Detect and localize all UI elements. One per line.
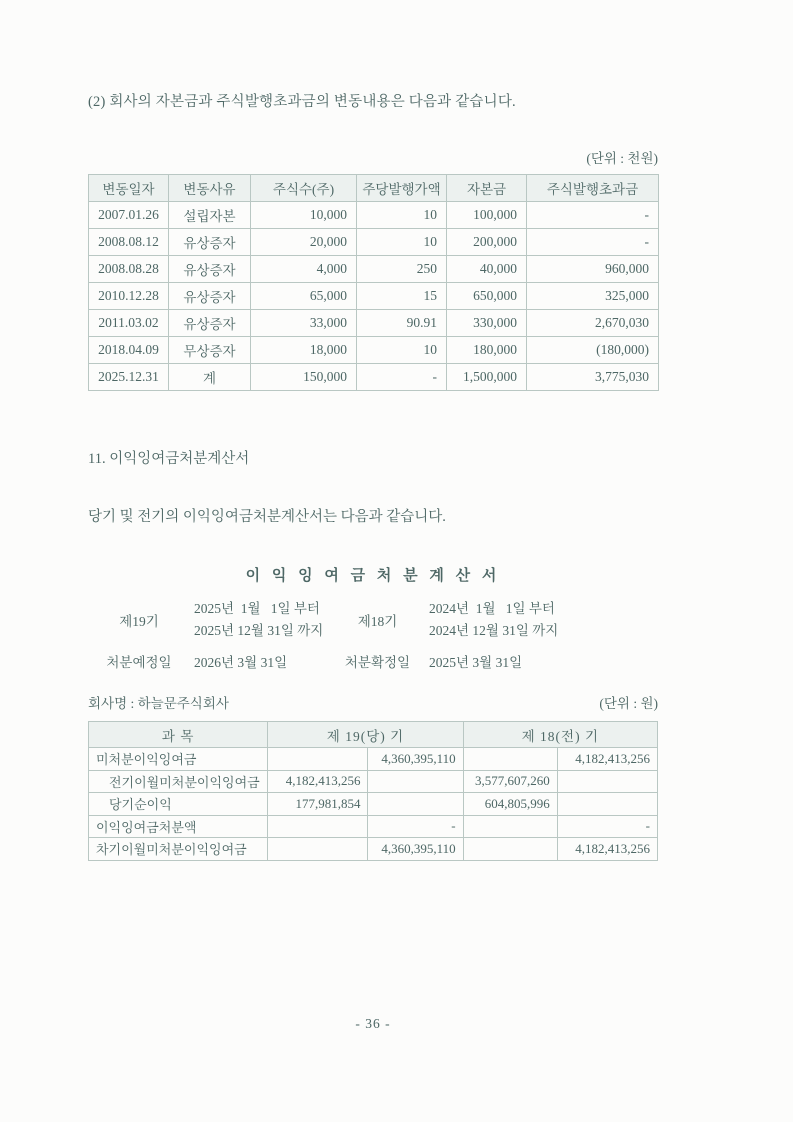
capital-table-row	[89, 256, 659, 283]
retained-table-row	[89, 838, 658, 861]
capital-table-row	[89, 229, 659, 256]
retained-table-row	[89, 815, 658, 838]
capital-cell-amount: 200,000	[447, 229, 527, 256]
table-header-row	[89, 175, 659, 202]
capital-table-row	[89, 364, 659, 391]
capital-changes-table	[88, 174, 659, 391]
capital-cell-amount: 18,000	[251, 337, 357, 364]
capital-cell-text: 2025.12.31	[89, 364, 169, 391]
capital-cell-amount: 10	[357, 202, 447, 229]
capital-cell-amount: 65,000	[251, 283, 357, 310]
prior-period-from: 2024년 1월 1일 부터	[429, 601, 555, 616]
statement-title: 이 익 잉 여 금 처 분 계 산 서	[245, 568, 501, 584]
amount-cell: 4,182,413,256	[557, 748, 657, 771]
capital-cell-text: 유상증자	[169, 283, 251, 310]
confirmed-date-value: 2025년 3월 31일	[429, 655, 523, 670]
company-unit-row	[88, 692, 658, 712]
amount-cell	[368, 770, 463, 793]
amount-cell: 177,981,854	[268, 793, 368, 816]
capital-cell-text: 무상증자	[169, 337, 251, 364]
capital-cell-amount: 1,500,000	[447, 364, 527, 391]
capital-cell-amount: 40,000	[447, 256, 527, 283]
amount-cell	[368, 793, 463, 816]
intro-line: (2) 회사의 자본금과 주식발행초과금의 변동내용은 다음과 같습니다.	[88, 94, 516, 110]
retained-table-row	[89, 793, 658, 816]
scheduled-date-value: 2026년 3월 31일	[194, 655, 288, 670]
col-header-issue-price: 주당발행가액	[357, 175, 447, 202]
confirmed-date-label: 처분확정일	[344, 655, 411, 670]
amount-cell: 4,182,413,256	[268, 770, 368, 793]
col-header-change-reason: 변동사유	[169, 175, 251, 202]
scheduled-date-label: 처분예정일	[106, 655, 172, 670]
retained-table-row	[89, 748, 658, 771]
page-number: - 36 -	[355, 1016, 391, 1031]
account-name-cell: 미처분이익잉여금	[89, 748, 268, 771]
prior-period-label: 제18기	[357, 614, 398, 629]
capital-cell-text: 유상증자	[169, 310, 251, 337]
capital-cell-amount: 20,000	[251, 229, 357, 256]
amount-cell: -	[557, 815, 657, 838]
capital-table-unit-label: (단위 : 천원)	[586, 151, 658, 166]
col-header-account: 과 목	[89, 722, 268, 748]
company-name-line: 회사명 : 하늘문주식회사	[88, 696, 229, 711]
capital-cell-amount: 3,775,030	[527, 364, 659, 391]
statement-period-block	[88, 598, 658, 671]
capital-cell-amount: 10	[357, 337, 447, 364]
capital-cell-amount: 250	[357, 256, 447, 283]
retained-table-row	[89, 770, 658, 793]
capital-cell-amount: 15	[357, 283, 447, 310]
page-content	[88, 0, 658, 861]
amount-cell	[463, 815, 557, 838]
amount-cell: 4,360,395,110	[368, 838, 463, 861]
prior-period-dates	[425, 598, 658, 642]
retained-table-body	[89, 748, 658, 861]
amount-cell: -	[368, 815, 463, 838]
capital-cell-amount: -	[527, 229, 659, 256]
capital-table-row	[89, 202, 659, 229]
amount-cell	[268, 838, 368, 861]
amount-cell	[268, 815, 368, 838]
retained-earnings-table	[88, 721, 658, 861]
capital-cell-text: 설립자본	[169, 202, 251, 229]
capital-cell-amount: -	[357, 364, 447, 391]
col-header-share-premium: 주식발행초과금	[527, 175, 659, 202]
capital-table-row	[89, 310, 659, 337]
capital-cell-amount: 650,000	[447, 283, 527, 310]
capital-cell-text: 2008.08.28	[89, 256, 169, 283]
account-name-cell: 이익잉여금처분액	[89, 815, 268, 838]
amount-cell: 4,360,395,110	[368, 748, 463, 771]
current-period-label: 제19기	[119, 614, 159, 629]
capital-cell-text: 2007.01.26	[89, 202, 169, 229]
capital-cell-amount: 10	[357, 229, 447, 256]
section-11-description: 당기 및 전기의 이익잉여금처분계산서는 다음과 같습니다.	[88, 509, 446, 525]
account-name-cell: 전기이월미처분이익잉여금	[89, 770, 268, 793]
capital-cell-amount: 325,000	[527, 283, 659, 310]
capital-table-row	[89, 283, 659, 310]
amount-cell	[557, 793, 657, 816]
capital-cell-amount: 150,000	[251, 364, 357, 391]
capital-cell-text: 계	[169, 364, 251, 391]
table-header-row	[89, 722, 658, 748]
retained-table-unit-label: (단위 : 원)	[599, 696, 658, 711]
capital-cell-amount: 10,000	[251, 202, 357, 229]
capital-cell-amount: -	[527, 202, 659, 229]
prior-period-to: 2024년 12월 31일 까지	[429, 623, 559, 638]
capital-cell-text: 2018.04.09	[89, 337, 169, 364]
retained-table-header	[89, 722, 658, 748]
capital-cell-amount: 4,000	[251, 256, 357, 283]
amount-cell: 3,577,607,260	[463, 770, 557, 793]
capital-cell-amount: 330,000	[447, 310, 527, 337]
amount-cell	[463, 838, 557, 861]
capital-cell-amount: 100,000	[447, 202, 527, 229]
capital-table-body	[89, 202, 659, 391]
amount-cell	[557, 770, 657, 793]
capital-table-row	[89, 337, 659, 364]
current-period-from: 2025년 1월 1일 부터	[194, 601, 320, 616]
col-header-change-date: 변동일자	[89, 175, 169, 202]
section-11-heading: 11. 이익잉여금처분계산서	[88, 451, 250, 467]
capital-cell-amount: 33,000	[251, 310, 357, 337]
col-header-share-count: 주식수(주)	[251, 175, 357, 202]
account-name-cell: 당기순이익	[89, 793, 268, 816]
amount-cell: 4,182,413,256	[557, 838, 657, 861]
capital-cell-amount: 90.91	[357, 310, 447, 337]
amount-cell: 604,805,996	[463, 793, 557, 816]
col-header-term-19: 제 19(당) 기	[268, 722, 463, 748]
current-period-dates	[190, 598, 330, 642]
capital-cell-text: 2010.12.28	[89, 283, 169, 310]
capital-cell-text: 유상증자	[169, 229, 251, 256]
amount-cell	[268, 748, 368, 771]
amount-cell	[463, 748, 557, 771]
capital-cell-text: 2011.03.02	[89, 310, 169, 337]
account-name-cell: 차기이월미처분이익잉여금	[89, 838, 268, 861]
capital-table-header	[89, 175, 659, 202]
capital-cell-amount: 2,670,030	[527, 310, 659, 337]
capital-cell-text: 유상증자	[169, 256, 251, 283]
capital-cell-text: 2008.08.12	[89, 229, 169, 256]
capital-cell-amount: 180,000	[447, 337, 527, 364]
current-period-to: 2025년 12월 31일 까지	[194, 623, 324, 638]
col-header-capital: 자본금	[447, 175, 527, 202]
capital-cell-amount: (180,000)	[527, 337, 659, 364]
capital-cell-amount: 960,000	[527, 256, 659, 283]
col-header-term-18: 제 18(전) 기	[463, 722, 657, 748]
